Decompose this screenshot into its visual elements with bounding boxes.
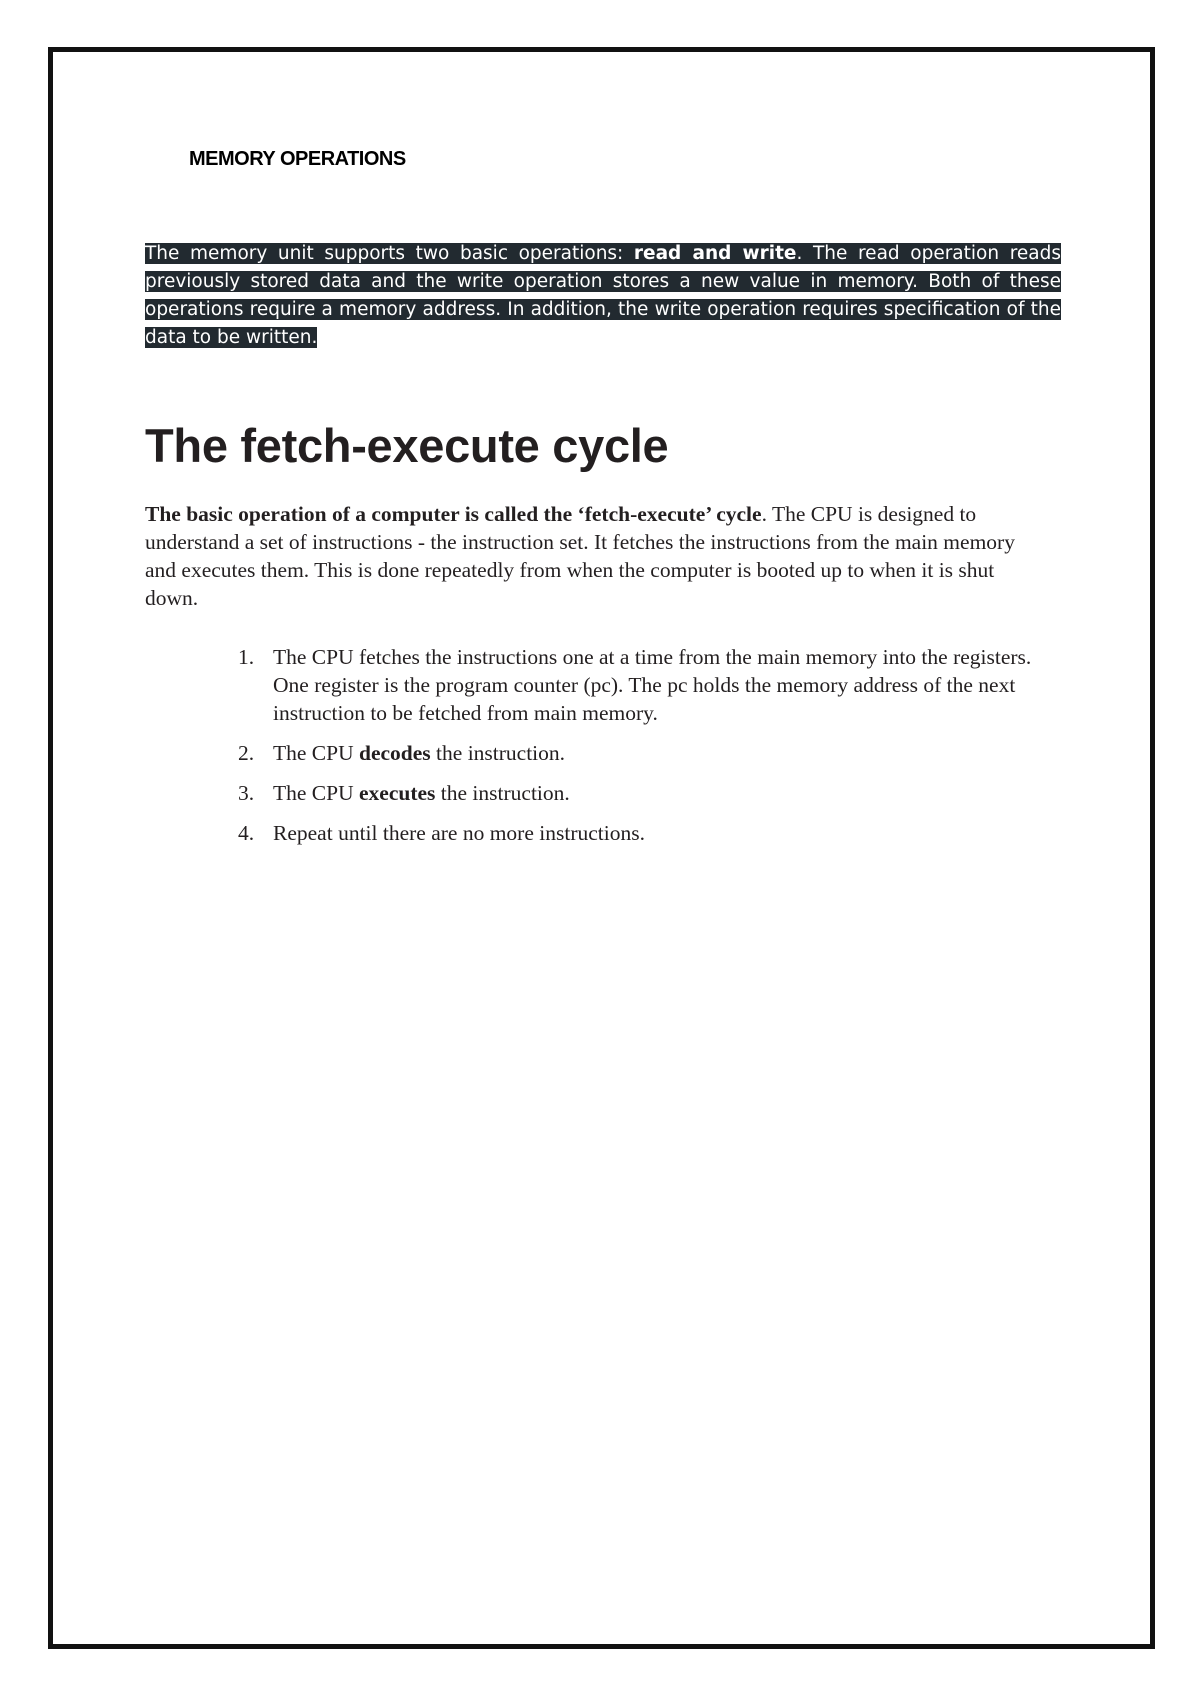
highlight-text-start: The memory unit supports two basic operations:	[145, 243, 634, 264]
intro-bold-lead: The basic operation of a computer is called the ‘fetch-execute’ cycle	[145, 502, 762, 526]
list-text: The CPU	[273, 741, 359, 765]
list-number: 1.	[238, 645, 255, 669]
highlight-text-bold: read and write	[633, 243, 797, 264]
list-text-end: the instruction.	[435, 781, 570, 805]
intro-paragraph	[145, 500, 1050, 612]
list-item	[233, 819, 1053, 847]
steps-list	[233, 643, 1053, 859]
list-text: The CPU	[273, 781, 359, 805]
highlighted-paragraph[interactable]	[145, 240, 1061, 352]
list-number: 3.	[238, 781, 255, 805]
list-text-bold: executes	[359, 781, 436, 805]
list-text: The CPU fetches the instructions one at a time from the main memory into the registers. One register is the program counter (pc). The pc holds the memory address of the next instruction to be fetched from main memory.	[273, 645, 1032, 725]
list-item	[233, 739, 1053, 767]
list-number: 2.	[238, 741, 255, 765]
list-number: 4.	[238, 821, 255, 845]
list-text-end: the instruction.	[430, 741, 566, 765]
page-title: The fetch-execute cycle	[145, 419, 669, 472]
list-text: Repeat until there are no more instructions.	[273, 821, 645, 845]
section-label: MEMORY OPERATIONS	[189, 148, 406, 170]
list-item	[233, 779, 1053, 807]
intro-rest: . The CPU is designed to understand a set of instructions - the instruction set. It fetches the instructions from the main memory and executes them. This is done repeatedly from when the computer is booted up to when it is shut down.	[145, 502, 1015, 610]
highlight-text-end: . The read operation reads previously stored data and the write operation stores a new value in memory. Both of these operations require a memory address. In addition, the write operation requires specification of the data to be written.	[145, 243, 1061, 348]
list-item	[233, 643, 1053, 727]
list-text-bold: decodes	[359, 741, 431, 765]
